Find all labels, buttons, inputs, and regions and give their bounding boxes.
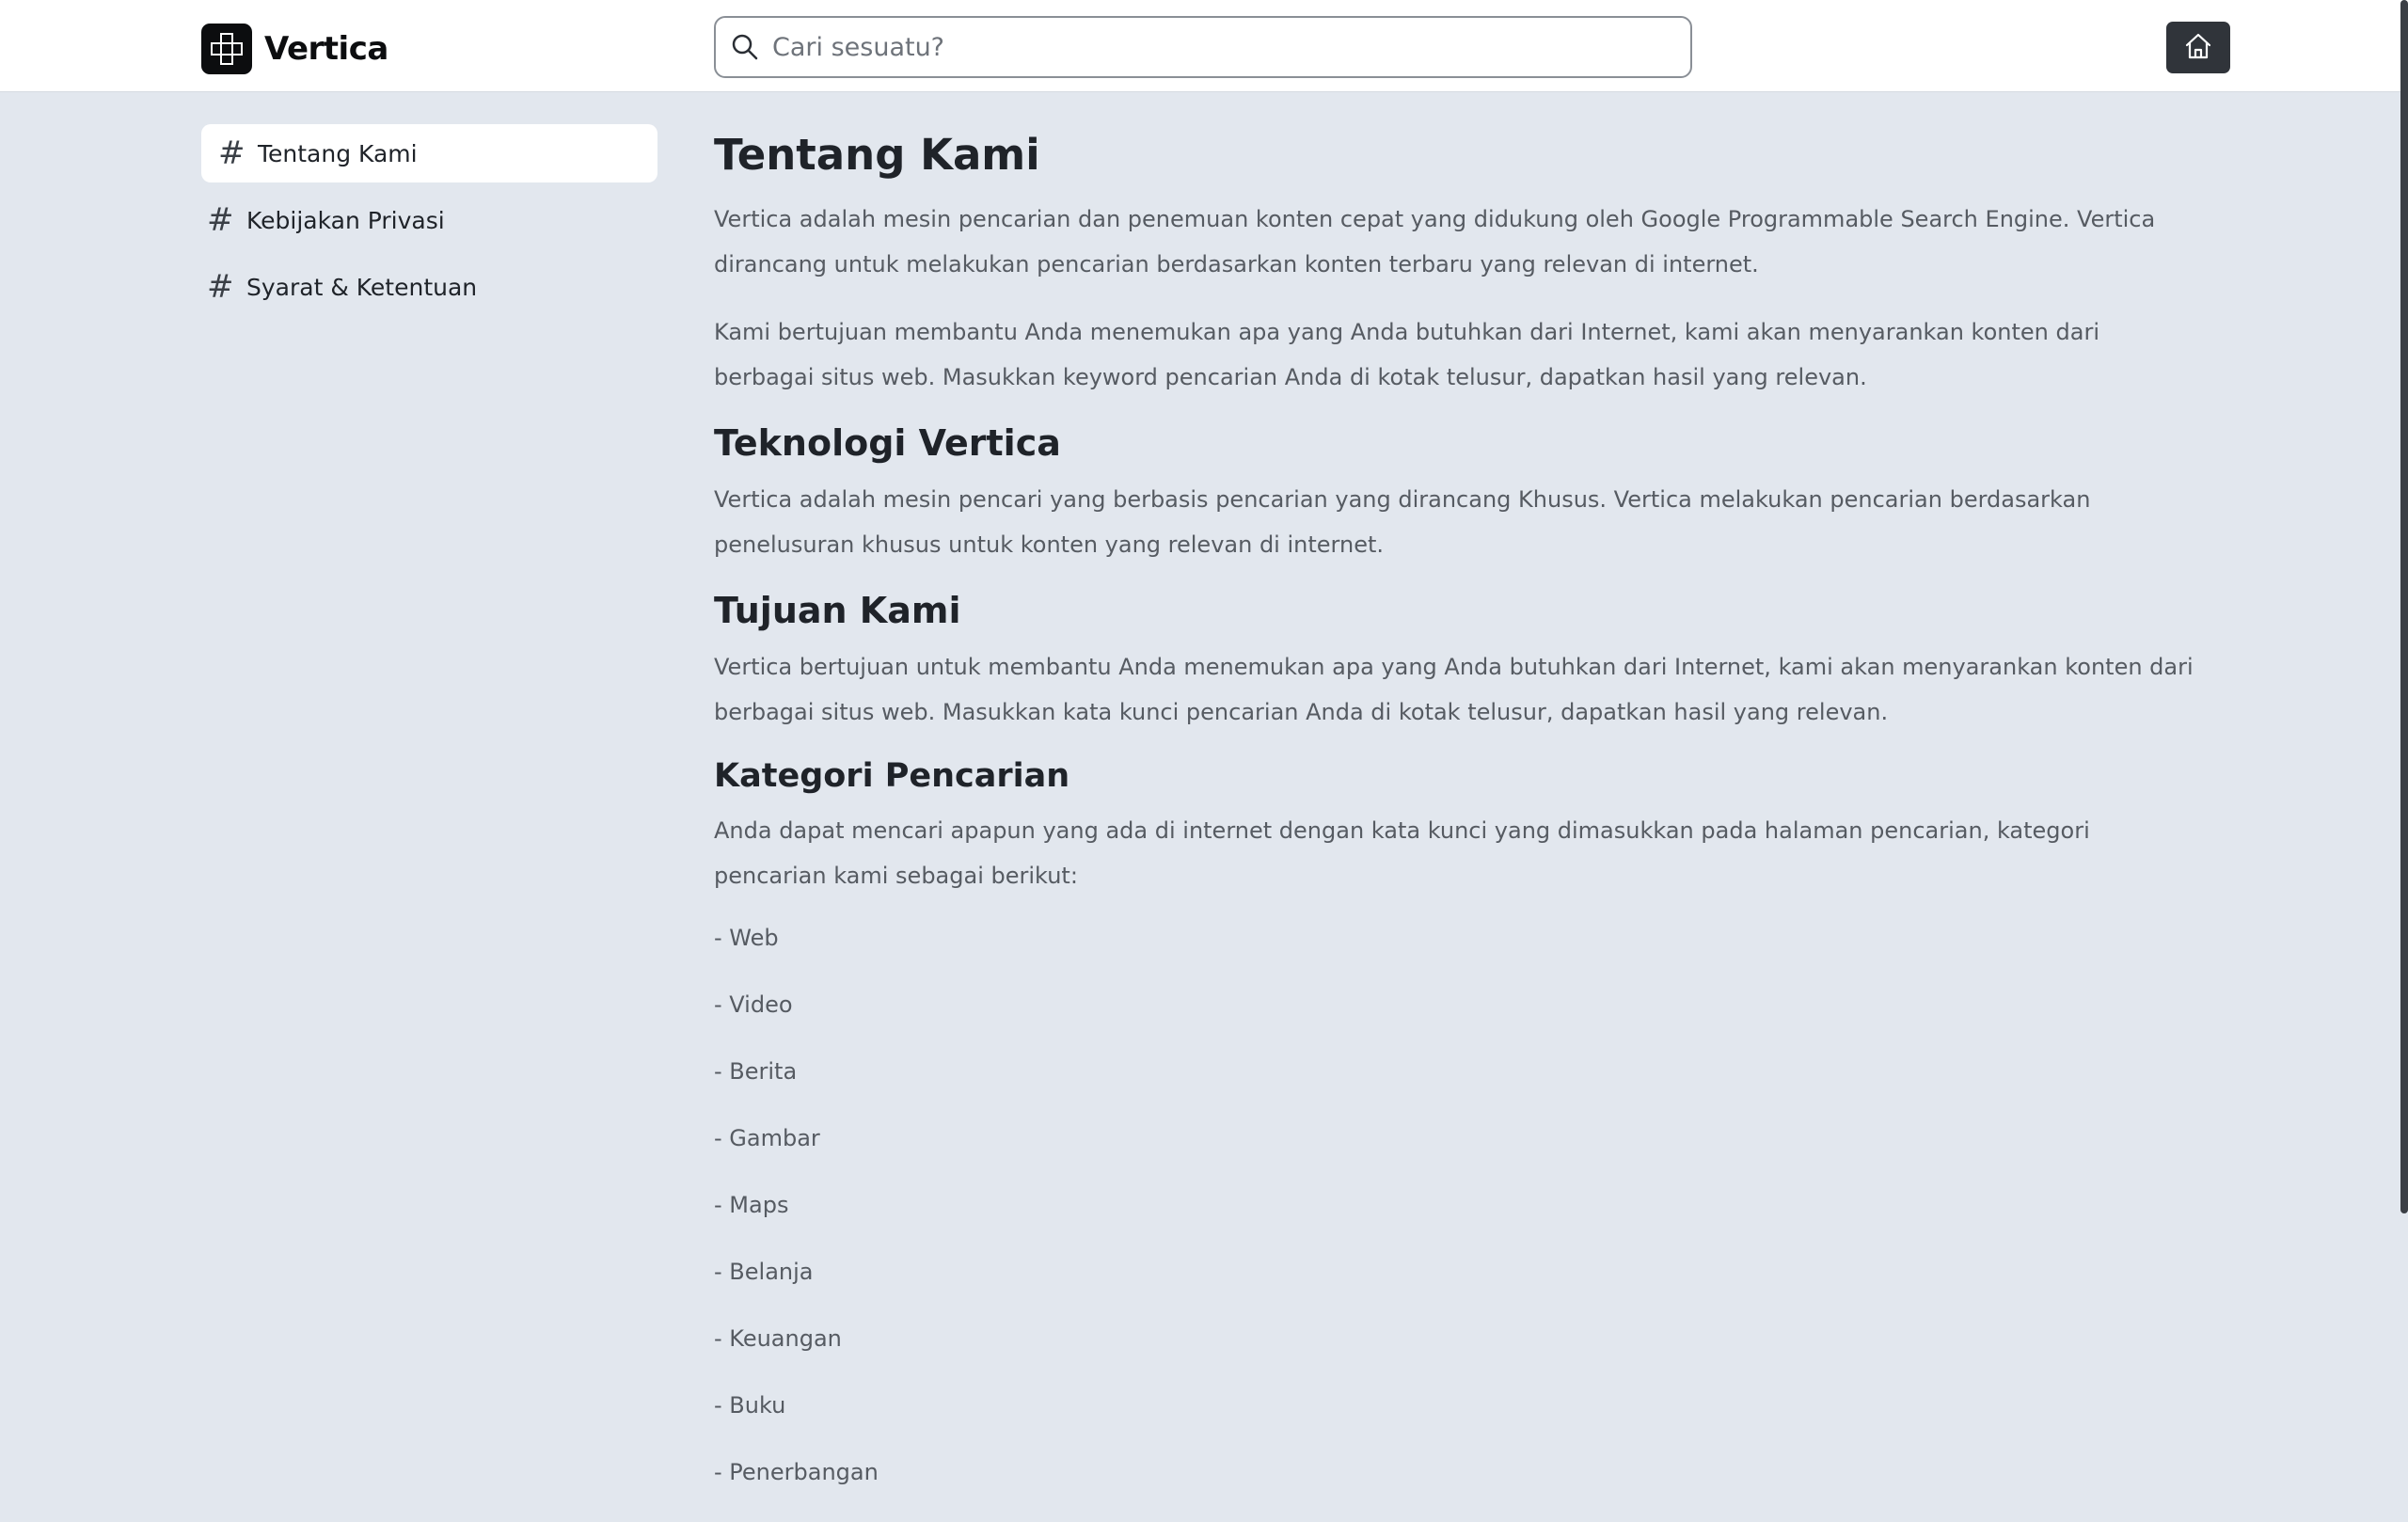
goal-paragraph: Vertica bertujuan untuk membantu Anda menemukan apa yang Anda butuhkan dari Internet, kami akan menyarankan konten dari berbagai situs web. Masukkan kata kunci pencarian Anda di kotak telusur, dapatkan hasil yang relevan. — [714, 654, 2194, 725]
page-title: Tentang Kami — [714, 130, 1040, 180]
search-bar[interactable] — [714, 16, 1692, 78]
list-item: - Berita — [714, 1058, 798, 1085]
main-content — [714, 122, 2200, 1522]
intro-paragraph-1: Vertica adalah mesin pencarian dan penemuan konten cepat yang didukung oleh Google Programmable Search Engine. Vertica dirancang untuk melakukan pencarian berdasarkan konten terbaru yang relevan di internet. — [714, 206, 2156, 277]
logo[interactable] — [201, 24, 388, 74]
list-item: - Keuangan — [714, 1325, 842, 1352]
list-item: - Video — [714, 991, 793, 1018]
hash-icon: # — [207, 201, 234, 239]
search-icon — [729, 31, 761, 63]
hash-icon: # — [218, 135, 246, 172]
list-item: - Maps — [714, 1192, 789, 1218]
sidebar — [201, 124, 657, 325]
section-title-technology: Teknologi Vertica — [714, 422, 1061, 464]
technology-paragraph: Vertica adalah mesin pencari yang berbasis pencarian yang dirancang Khusus. Vertica melakukan pencarian berdasarkan penelusuran khusus untuk konten yang relevan di internet. — [714, 486, 2091, 558]
home-icon — [2183, 31, 2213, 65]
search-input[interactable] — [772, 33, 1675, 62]
hash-icon: # — [207, 268, 234, 306]
sidebar-item-label: Kebijakan Privasi — [246, 206, 445, 234]
sidebar-item-syarat-ketentuan[interactable] — [201, 258, 657, 316]
sidebar-item-label: Tentang Kami — [258, 139, 418, 167]
scrollbar[interactable] — [2400, 0, 2408, 1213]
list-item: - Belanja — [714, 1259, 814, 1285]
home-button[interactable] — [2166, 22, 2230, 73]
section-title-goal: Tujuan Kami — [714, 590, 961, 631]
list-item: - Gambar — [714, 1125, 820, 1151]
categories-paragraph: Anda dapat mencari apapun yang ada di internet dengan kata kunci yang dimasukkan pada halaman pencarian, kategori pencarian kami sebagai berikut: — [714, 817, 2090, 889]
list-item: - Web — [714, 925, 779, 951]
top-navbar — [0, 0, 2408, 92]
category-list — [714, 921, 2200, 1489]
sidebar-item-kebijakan-privasi[interactable] — [201, 191, 657, 249]
intro-paragraph-2: Kami bertujuan membantu Anda menemukan apa yang Anda butuhkan dari Internet, kami akan menyarankan konten dari berbagai situs web. Masukkan keyword pencarian Anda di kotak telusur, dapatkan hasil yang relevan. — [714, 319, 2099, 390]
vertica-logo-icon — [201, 24, 252, 74]
section-title-categories: Kategori Pencarian — [714, 757, 1070, 795]
logo-text: Vertica — [264, 30, 388, 68]
sidebar-item-label: Syarat & Ketentuan — [246, 273, 478, 301]
list-item: - Buku — [714, 1392, 786, 1419]
list-item: - Penerbangan — [714, 1459, 879, 1485]
sidebar-item-tentang-kami[interactable] — [201, 124, 657, 182]
